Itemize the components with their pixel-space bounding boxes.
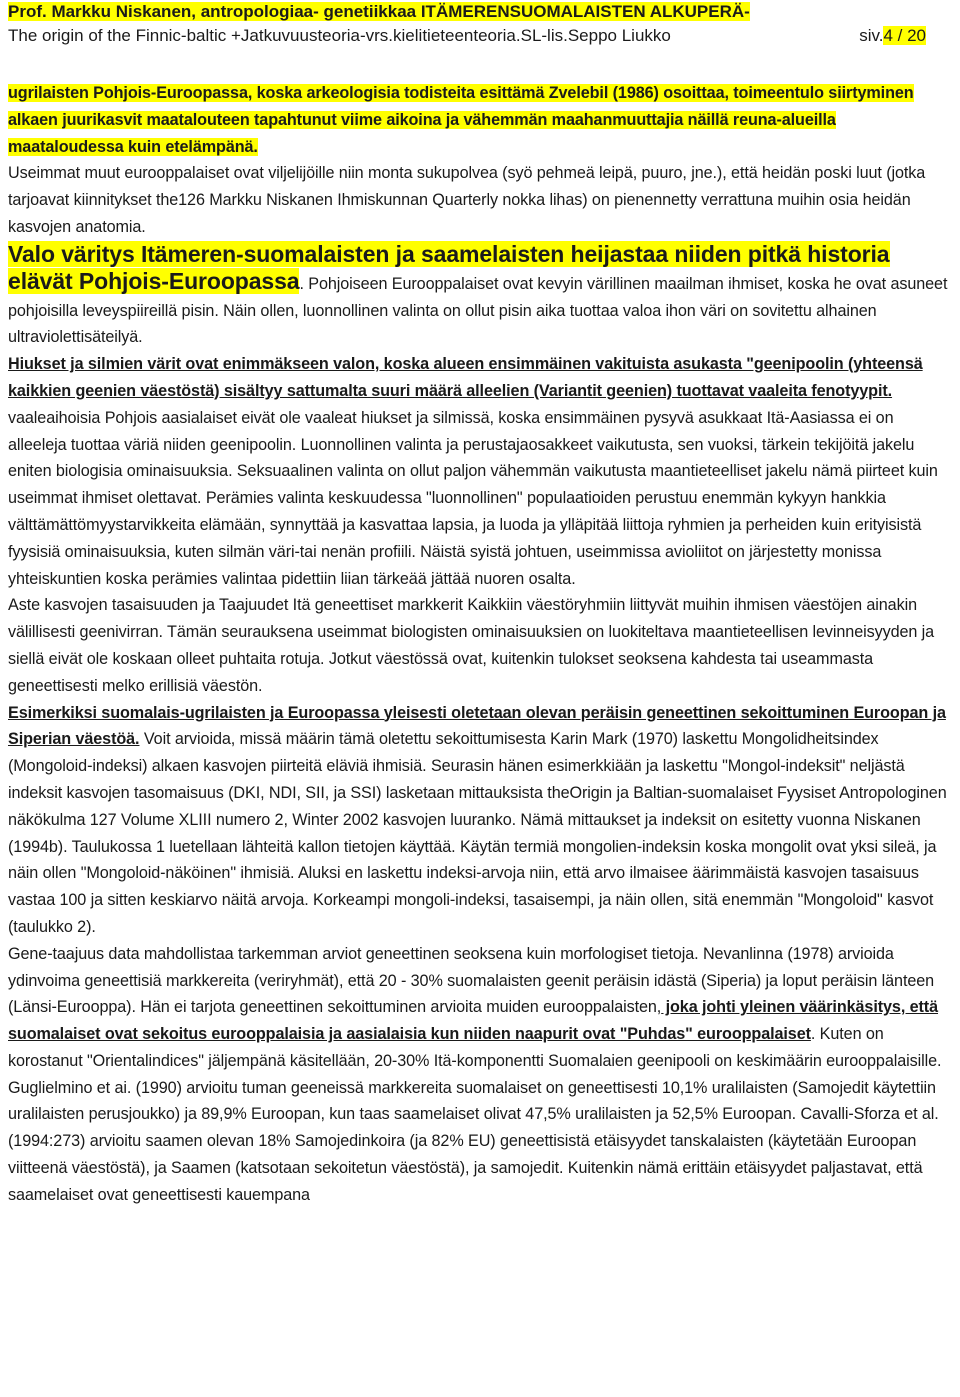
paragraph-6-emphasis: Esimerkiksi suomalais-ugrilaisten ja Euroopassa yleisesti oletetaan olevan peräisin geneettinen sekoittuminen Euroopan ja Siperian väestöä.: [8, 703, 946, 749]
paragraph-8: Guglielmino et ai. (1990) arvioitu tuman geeneissä markkereita suomalaiset on geneettisesti 10,1% uralilaisten (Samojedit käytettiin uralilaisten perusjoukko) ja 89,9% Euroopan, kun taas saamelaiset olivat 47,5% uralilaisten ja 52,5% Euroopan. Cavalli-Sforza et al. (1994:273) arvioitu saamen olevan 18% Samojedinkoira (ja 82% EU) geneettisistä etäisyydet tanskalaisten (käytetään Euroopan viitteenä väestöstä), ja Saamen (katsotaan sekoitetun väestöstä), ja samojedit. Kuitenkin nämä erittäin etäisyydet paljastavat, että saamelaiset ovat geneettisesti kauempana: [8, 1078, 939, 1204]
paragraph-7-start: Gene-taajuus data mahdollistaa tarkemman arviot geneettinen seoksena kuin morfologiset tietoja. Nevanlinna (1978) arvioida ydinvoima geneettisiä markkereita (veriryhmät), että 20 - 30% suomalaisten geenit peräisin idästä (Siperia) ja loput peräisin länteen (Länsi-Eurooppa). Hän ei tarjota geneettinen sekoittuminen arvioita muiden eurooppalaisten,: [8, 944, 935, 1017]
header-subtitle: The origin of the Finnic-baltic +Jatkuvuusteoria-vrs.kielitieteenteoria.SL-lis.Seppo Liukko: [8, 26, 671, 45]
paragraph-7: [8, 941, 953, 1075]
highlight-heading-line-2: elävät Pohjois-Euroopassa: [8, 267, 300, 294]
page-prefix: siv.: [859, 26, 884, 45]
header-title-text: Prof. Markku Niskanen, antropologiaa- genetiikkaa ITÄMERENSUOMALAISTEN ALKUPERÄ-: [8, 2, 750, 21]
header-subtitle-row: [8, 24, 948, 48]
highlight-heading-line-1: [8, 241, 953, 268]
paragraph-5: Aste kasvojen tasaisuuden ja Taajuudet Itä geneettiset markkerit Kaikkiin väestöryhmiin liittyvät muihin ihmisen väestöjen ainakin välillisesti geenivirran. Tämän seurauksena useimmat biologisten ominaisuuksien on luokiteltava maantieteellisen levinneisyyden ja siellä eivät ole koskaan olleet puhtaita rotuja. Jotkut väestössä ovat, kuitenkin tulokset seoksena kahdesta tai useammasta geneettisesti melko erillisiä väestön.: [8, 596, 935, 695]
highlight-heading-line-1-text: Valo väritys Itämeren-suomalaisten ja saamelaisten heijastaa niiden pitkä historia: [8, 240, 890, 267]
page-indicator: [859, 24, 926, 48]
paragraph-4-rest: vaaleaihoisia Pohjois aasialaiset eivät ole vaaleat hiukset ja silmissä, koska ensimmäinen pysyvä asukkaat Itä-Aasiassa ei on alleeleja tuottaa väriä niiden geenipoolin. Luonnollinen valinta ja perustajaosakkeet vaikutusta, sen vuoksi, tärkein tekijöitä jakelu eniten biologisia ominaisuuksia. Seksuaalinen valinta on ollut paljon vähemmän vaikutusta maantieteelliset jakelu nämä piirteet kuin useimmat ihmiset olettavat. Perämies valinta keskuudessa "luonnollinen" populaatioiden perustuu enemmän kykyyn hankkia välttämättömyystarvikkeita elämään, synnyttää ja kasvattaa lapsia, ja luoda ja ylläpitää liittoja ryhmien ja perheiden kuin erityisistä fyysisiä ominaisuuksia, kuten silmän väri-tai nenän profiili. Näistä syistä johtuen, useimmissa avioliitot on järjestetty monissa yhteiskuntien koska perämies valintaa pidettiin liian tärkeää jättää nuoren osalta.: [8, 408, 938, 588]
page-number: 4 / 20: [883, 26, 926, 45]
paragraph-4-emphasis: Hiukset ja silmien värit ovat enimmäkseen valon, koska alueen ensimmäinen vakituista asukasta "geenipoolin (yhteensä kaikkien geenien väestöstä) sisältyy sattumalta suuri määrä alleelien (Variantit geenien) tuottavat vaaleita fenotyypit.: [8, 355, 923, 400]
paragraph-6-rest: Voit arvioida, missä määrin tämä oletettu sekoittumisesta Karin Mark (1970) laskettu Mongolidheitsindex (Mongoloid-indeksi) alkaen kasvojen piirteitä eläviä ihmisiä. Seurasin hänen esimerkkiään ja laskettu "Mongol-indeksit" neljästä indeksit kasvojen tasomaisuus (DKI, NDI, SII, ja SSI) lasketaan mittauksista theOrigin ja Baltian-suomalaiset Fyysiset Antropologinen näkökulma 127 Volume XLIII numero 2, Winter 2002 kasvojen luuranko. Nämä mittaukset ja indeksit on esitetty vuonna Niskanen (1994b). Taulukossa 1 luetellaan lähteitä kallon tietojen käyttää. Käytän termiä mongolien-indeksin koska mongolit ovat yksi sileä, ja näin ollen "Mongoloid-näköinen" ihmisiä. Aluksi en laskettu indeksi-arvoja niin, että arvo ilmaisee äärimmäistä kasvojen tasaisuus vastaa 100 ja sitten keskiarvo näitä arvoja. Korkeampi mongoli-indeksi, tasaisempi, ja näin ollen, sitä enemmän "Mongoloid" kasvot (taulukko 2).: [8, 730, 947, 936]
paragraph-3: [8, 241, 953, 351]
header-title: [8, 0, 948, 24]
paragraph-7-rest: . Kuten on korostanut "Orientalindices" jäljempänä käsitellään, 20-30% Itä-komponentti Suomalaien geenipooli on keskimäärin eurooppalaisille.: [8, 1025, 942, 1070]
paragraph-7-emphasis: joka johti yleinen väärinkäsitys, että suomalaiset ovat sekoitus eurooppalaisia ja aasialaisia kun niiden naapurit ovat "Puhdas" eurooppalaiset: [8, 998, 939, 1044]
document-body: [8, 80, 953, 1209]
paragraph-6: [8, 700, 953, 941]
paragraph-3-rest: . Pohjoiseen Eurooppalaiset ovat kevyin värillinen maailman ihmiset, koska he ovat asuneet pohjoisilla leveyspiireillä pisin. Näin ollen, luonnollinen valinta on ollut pisin aika tuottaa valoa ihon väri on sovitettu alhainen ultraviolettisäteilyä.: [8, 274, 948, 347]
paragraph-2: Useimmat muut eurooppalaiset ovat viljelijöille niin monta sukupolvea (syö pehmeä leipä, puuro, jne.), että heidän poski luut (jotka tarjoavat kiinnitykset the126 Markku Niskanen Ihmiskunnan Quarterly nokka lihas) on pienennetty verrattuna muihin osia heidän kasvojen anatomia.: [8, 164, 926, 236]
paragraph-1-highlight: ugrilaisten Pohjois-Euroopassa, koska arkeologisia todisteita esittämä Zvelebil (1986) osoittaa, toimeentulo siirtyminen alkaen juurikasvit maatalouteen tapahtunut viime aikoina ja vähemmän maahanmuuttajia näillä reuna-alueilla maataloudessa kuin etelämpänä.: [8, 84, 914, 156]
paragraph-1: [8, 80, 953, 160]
page-header: [8, 0, 948, 48]
paragraph-4: [8, 351, 953, 592]
